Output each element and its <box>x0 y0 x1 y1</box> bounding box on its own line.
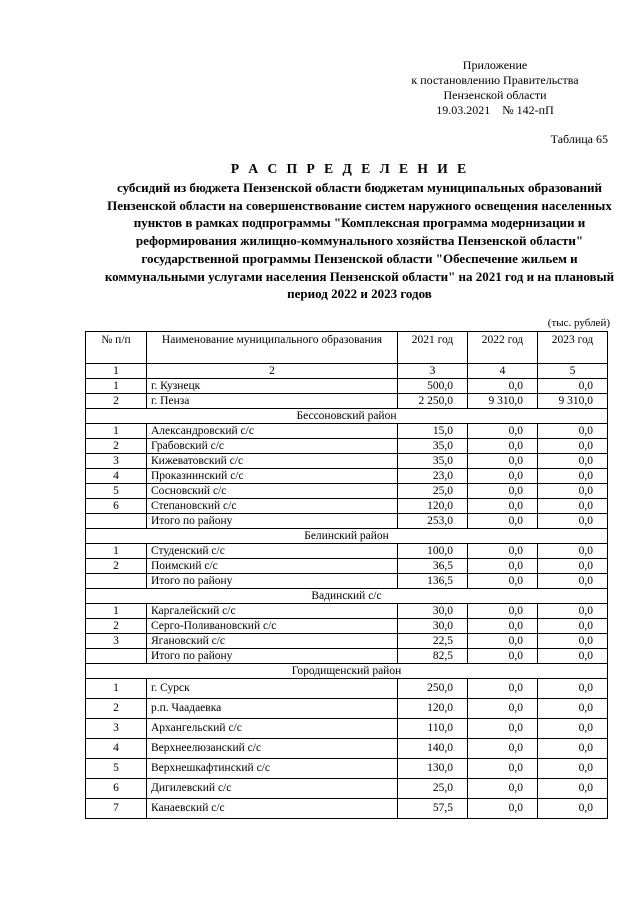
value-2023: 0,0 <box>538 379 608 394</box>
district-name: Белинский район <box>86 529 608 544</box>
value-2021: 253,0 <box>398 514 468 529</box>
table-row <box>86 559 608 574</box>
column-number: 2 <box>147 364 398 379</box>
value-2023: 0,0 <box>538 759 608 779</box>
row-number: 6 <box>86 499 147 514</box>
value-2022: 0,0 <box>468 559 538 574</box>
value-2022: 0,0 <box>468 454 538 469</box>
value-2021: 36,5 <box>398 559 468 574</box>
value-2022: 0,0 <box>468 759 538 779</box>
row-number <box>86 514 147 529</box>
value-2021: 130,0 <box>398 759 468 779</box>
table-row <box>86 469 608 484</box>
value-2023: 0,0 <box>538 514 608 529</box>
header-name: Наименование муниципального образования <box>147 332 398 364</box>
district-name: Бессоновский район <box>86 409 608 424</box>
municipality-name: Итого по району <box>147 514 398 529</box>
value-2022: 0,0 <box>468 619 538 634</box>
row-number: 2 <box>86 394 147 409</box>
value-2023: 0,0 <box>538 649 608 664</box>
table-row <box>86 799 608 819</box>
value-2023: 0,0 <box>538 469 608 484</box>
value-2022: 0,0 <box>468 484 538 499</box>
municipality-name: Верхнеелюзанский с/с <box>147 739 398 759</box>
table-header-row <box>86 332 608 364</box>
value-2022: 0,0 <box>468 439 538 454</box>
value-2021: 30,0 <box>398 619 468 634</box>
row-number: 1 <box>86 604 147 619</box>
value-2023: 0,0 <box>538 439 608 454</box>
value-2021: 15,0 <box>398 424 468 439</box>
municipality-name: Студенский с/с <box>147 544 398 559</box>
row-number: 3 <box>86 719 147 739</box>
row-number: 1 <box>86 424 147 439</box>
municipality-name: Александровский с/с <box>147 424 398 439</box>
appendix-date: 19.03.2021 № 142-пП <box>436 103 554 117</box>
row-number: 5 <box>86 484 147 499</box>
value-2021: 25,0 <box>398 484 468 499</box>
value-2022: 0,0 <box>468 514 538 529</box>
row-number: 2 <box>86 619 147 634</box>
value-2021: 500,0 <box>398 379 468 394</box>
municipality-name: Кижеватовский с/с <box>147 454 398 469</box>
table-row <box>86 759 608 779</box>
column-number-row <box>86 364 608 379</box>
table-row <box>86 379 608 394</box>
value-2021: 25,0 <box>398 779 468 799</box>
column-number: 1 <box>86 364 147 379</box>
district-row <box>86 589 608 604</box>
value-2023: 0,0 <box>538 559 608 574</box>
value-2023: 0,0 <box>538 699 608 719</box>
municipality-name: Серго-Поливановский с/с <box>147 619 398 634</box>
value-2023: 0,0 <box>538 739 608 759</box>
value-2023: 9 310,0 <box>538 394 608 409</box>
header-2023: 2023 год <box>538 332 608 364</box>
value-2023: 0,0 <box>538 679 608 699</box>
municipality-name: Поимский с/с <box>147 559 398 574</box>
municipality-name: г. Сурск <box>147 679 398 699</box>
header-num: № п/п <box>86 332 147 364</box>
district-name: Вадинский с/с <box>86 589 608 604</box>
value-2023: 0,0 <box>538 499 608 514</box>
row-number: 1 <box>86 379 147 394</box>
value-2021: 23,0 <box>398 469 468 484</box>
appendix-line: Пензенской области <box>443 88 547 102</box>
row-number: 5 <box>86 759 147 779</box>
value-2023: 0,0 <box>538 604 608 619</box>
table-row <box>86 619 608 634</box>
district-row <box>86 409 608 424</box>
value-2022: 0,0 <box>468 604 538 619</box>
value-2021: 57,5 <box>398 799 468 819</box>
appendix-line: к постановлению Правительства <box>411 73 579 87</box>
total-row <box>86 649 608 664</box>
value-2022: 0,0 <box>468 469 538 484</box>
row-number: 2 <box>86 559 147 574</box>
row-number: 6 <box>86 779 147 799</box>
table-row <box>86 424 608 439</box>
row-number: 2 <box>86 439 147 454</box>
row-number: 1 <box>86 679 147 699</box>
district-row <box>86 664 608 679</box>
value-2022: 0,0 <box>468 424 538 439</box>
value-2022: 0,0 <box>468 574 538 589</box>
district-row <box>86 529 608 544</box>
value-2021: 22,5 <box>398 634 468 649</box>
municipality-name: Дигилевский с/с <box>147 779 398 799</box>
row-number: 7 <box>86 799 147 819</box>
units-label: (тыс. рублей) <box>547 317 610 329</box>
row-number: 3 <box>86 454 147 469</box>
table-row <box>86 779 608 799</box>
municipality-name: Степановский с/с <box>147 499 398 514</box>
value-2023: 0,0 <box>538 719 608 739</box>
total-row <box>86 574 608 589</box>
municipality-name: Итого по району <box>147 649 398 664</box>
value-2022: 0,0 <box>468 779 538 799</box>
row-number: 4 <box>86 469 147 484</box>
table-row <box>86 634 608 649</box>
value-2021: 120,0 <box>398 699 468 719</box>
table-row <box>86 484 608 499</box>
table-row <box>86 604 608 619</box>
value-2022: 0,0 <box>468 739 538 759</box>
municipality-name: Итого по району <box>147 574 398 589</box>
column-number: 4 <box>468 364 538 379</box>
value-2021: 140,0 <box>398 739 468 759</box>
municipality-name: Ягановский с/с <box>147 634 398 649</box>
table-row <box>86 679 608 699</box>
value-2023: 0,0 <box>538 574 608 589</box>
municipality-name: р.п. Чаадаевка <box>147 699 398 719</box>
table-body <box>86 379 608 819</box>
municipality-name: Архангельский с/с <box>147 719 398 739</box>
table-row <box>86 699 608 719</box>
municipality-name: Проказнинский с/с <box>147 469 398 484</box>
row-number <box>86 574 147 589</box>
value-2023: 0,0 <box>538 619 608 634</box>
value-2022: 0,0 <box>468 679 538 699</box>
value-2023: 0,0 <box>538 454 608 469</box>
municipality-name: Верхнешкафтинский с/с <box>147 759 398 779</box>
column-number: 5 <box>538 364 608 379</box>
value-2022: 0,0 <box>468 699 538 719</box>
municipality-name: Грабовский с/с <box>147 439 398 454</box>
value-2022: 0,0 <box>468 634 538 649</box>
appendix-line: Приложение <box>462 58 528 72</box>
row-number <box>86 649 147 664</box>
district-name: Городищенский район <box>86 664 608 679</box>
value-2023: 0,0 <box>538 424 608 439</box>
value-2021: 35,0 <box>398 454 468 469</box>
table-number: Таблица 65 <box>550 132 608 146</box>
table-row <box>86 454 608 469</box>
appendix-block <box>395 58 595 118</box>
header-2022: 2022 год <box>468 332 538 364</box>
value-2021: 120,0 <box>398 499 468 514</box>
value-2021: 100,0 <box>398 544 468 559</box>
table-row <box>86 394 608 409</box>
municipality-name: г. Кузнецк <box>147 379 398 394</box>
header-2021: 2021 год <box>398 332 468 364</box>
value-2021: 2 250,0 <box>398 394 468 409</box>
column-number: 3 <box>398 364 468 379</box>
municipality-name: Каргалейский с/с <box>147 604 398 619</box>
value-2022: 0,0 <box>468 799 538 819</box>
total-row <box>86 514 608 529</box>
value-2023: 0,0 <box>538 484 608 499</box>
value-2022: 0,0 <box>468 499 538 514</box>
value-2021: 82,5 <box>398 649 468 664</box>
row-number: 4 <box>86 739 147 759</box>
table-row <box>86 499 608 514</box>
table-row <box>86 739 608 759</box>
value-2021: 35,0 <box>398 439 468 454</box>
municipality-name: г. Пенза <box>147 394 398 409</box>
value-2023: 0,0 <box>538 799 608 819</box>
value-2021: 110,0 <box>398 719 468 739</box>
value-2023: 0,0 <box>538 544 608 559</box>
value-2021: 30,0 <box>398 604 468 619</box>
value-2021: 250,0 <box>398 679 468 699</box>
value-2022: 0,0 <box>468 544 538 559</box>
distribution-table <box>85 331 608 819</box>
table-row <box>86 439 608 454</box>
municipality-name: Канаевский с/с <box>147 799 398 819</box>
value-2023: 0,0 <box>538 779 608 799</box>
document-subtitle: субсидий из бюджета Пензенской области бюджетам муниципальных образований Пензенской области на совершенствование систем наружного освещения населенных пунктов в рамках подпрограммы "Комплексная программа модернизации и реформирования жилищно-коммунального хозяйства Пензенской области" государственной программы Пензенской области "Обеспечение жильем и коммунальными услугами населения Пензенской области" на 2021 год и на плановый период 2022 и 2023 годов <box>104 180 615 302</box>
value-2023: 0,0 <box>538 634 608 649</box>
value-2021: 136,5 <box>398 574 468 589</box>
row-number: 3 <box>86 634 147 649</box>
table-row <box>86 719 608 739</box>
value-2022: 0,0 <box>468 719 538 739</box>
document-title: Р А С П Р Е Д Е Л Е Н И Е <box>230 161 470 176</box>
value-2022: 0,0 <box>468 379 538 394</box>
row-number: 2 <box>86 699 147 719</box>
value-2022: 0,0 <box>468 649 538 664</box>
value-2022: 9 310,0 <box>468 394 538 409</box>
municipality-name: Сосновский с/с <box>147 484 398 499</box>
table-row <box>86 544 608 559</box>
row-number: 1 <box>86 544 147 559</box>
